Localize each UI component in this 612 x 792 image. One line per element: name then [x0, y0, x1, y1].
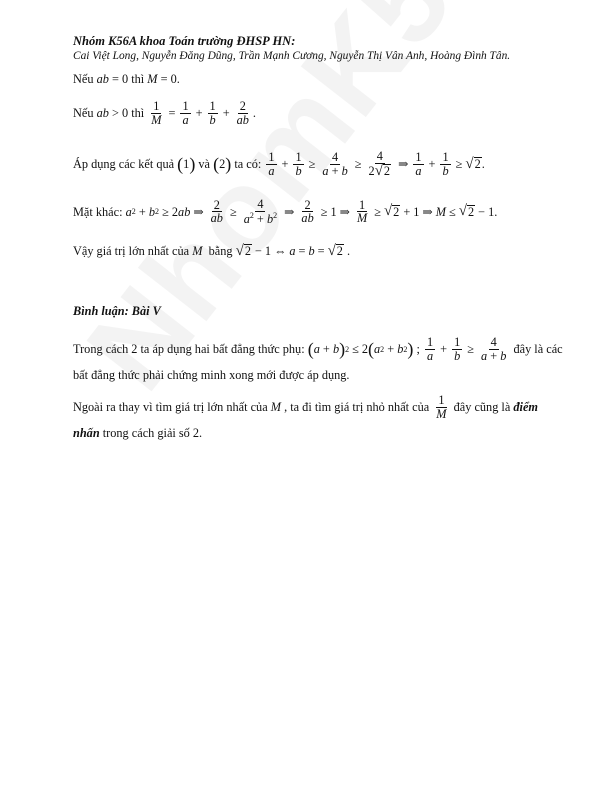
document-page	[73, 34, 563, 440]
header-title: Nhóm K56A khoa Toán trường ĐHSP HN:	[73, 34, 296, 48]
line-case-zero: Nếu ab = 0 thì M = 0.	[73, 72, 180, 86]
section-title: Bình luận: Bài V	[73, 304, 161, 318]
paragraph-2-line-1: Ngoài ra thay vì tìm giá trị lớn nhất của M , ta đi tìm giá trị nhỏ nhất của $\frac{1}{M}$ đây cũng là điểm	[73, 393, 538, 421]
paragraph-2-line-2: nhấn trong cách giải số 2.	[73, 426, 203, 440]
line-apply-results: Áp dụng các kết quả ( 1 ) và ( 2 ) ta có: $\frac{1}{a}$ + $\frac{1}{b}$ ≥ $\frac{4}{a + b}$ ≥ 4 2 √ 2 ⇒ $\frac{1}{a}$ + $\frac{1}{b}$ ≥ √ 2 .	[73, 149, 485, 179]
line-conclusion: Vậy giá trị lớn nhất của M bằng √ 2 − 1 ⇔ a = b = √ 2 .	[73, 243, 351, 259]
paragraph-1-line-2: bất đẳng thức phải chứng minh xong mới được áp dụng.	[73, 368, 350, 382]
header-authors: Cai Việt Long, Nguyễn Đăng Dũng, Trần Mạnh Cương, Nguyễn Thị Vân Anh, Hoàng Đình Tân.	[73, 50, 511, 62]
paragraph-1-line-1: Trong cách 2 ta áp dụng hai bất đẳng thức phụ: ( a + b ) 2 ≤ 2 ( a 2 + b 2 ) ; $\frac{1}{a}$ + $\frac{1}{b}$ ≥ $\frac{4}{a + b}$ đây là các	[73, 335, 563, 363]
line-case-positive: Nếu ab > 0 thì $\frac{1}{M}$ = $\frac{1}{a}$ + $\frac{1}{b}$ + $\frac{2}{ab}$ .	[73, 99, 256, 127]
line-other-hand: Mặt khác: a 2 + b 2 ≥ 2 ab ⇒ $\frac{2}{ab}$ ≥ $\frac{4}{a^2 + b^2}$ ⇒ $\frac{2}{ab}$ ≥ 1 ⇒ $\frac{1}{M}$ ≥ √ 2 + 1 ⇒ M ≤ √ 2 − 1.	[73, 197, 498, 226]
